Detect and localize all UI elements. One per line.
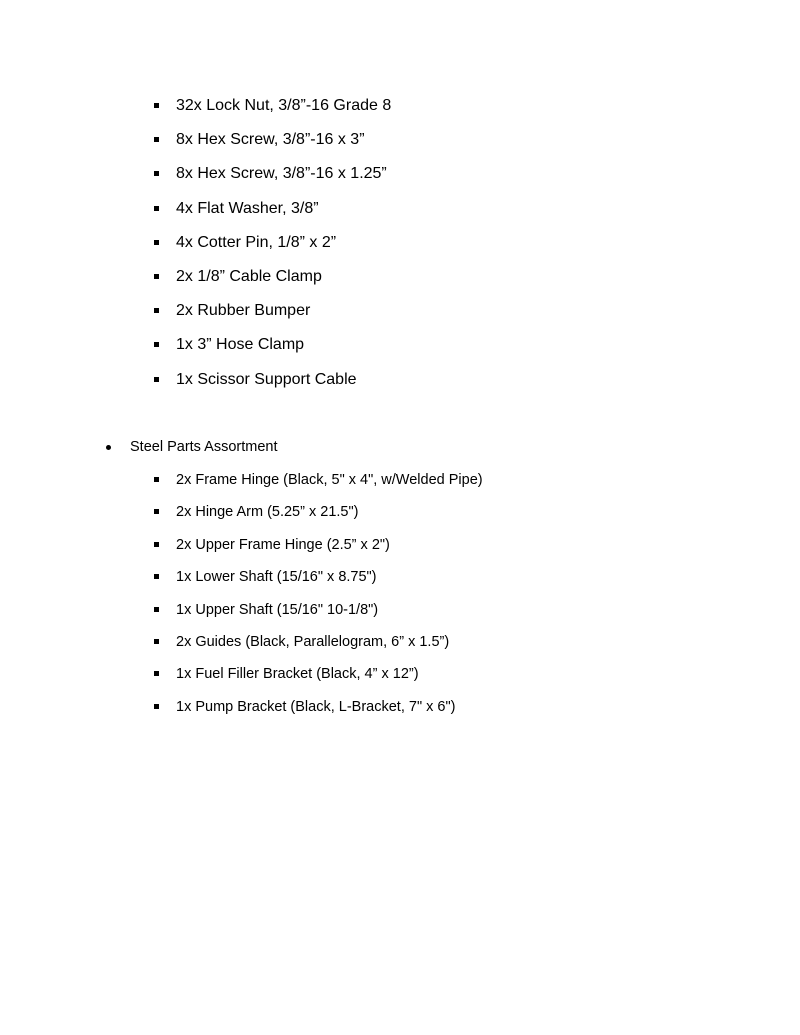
list-item-text: 2x Rubber Bumper — [176, 302, 311, 320]
steel-parts-list — [106, 438, 277, 456]
square-bullet-icon — [154, 171, 159, 176]
list-item-text: 1x Fuel Filler Bracket (Black, 4” x 12”) — [176, 666, 419, 683]
list-item — [154, 698, 483, 730]
square-bullet-icon — [154, 206, 159, 211]
list-item — [154, 471, 483, 503]
list-item-text: 8x Hex Screw, 3/8”-16 x 3” — [176, 131, 365, 149]
list-item — [154, 233, 391, 267]
square-bullet-icon — [154, 103, 159, 108]
square-bullet-icon — [154, 509, 159, 514]
list-item — [154, 633, 483, 665]
list-item — [154, 164, 391, 198]
list-item — [154, 568, 483, 600]
square-bullet-icon — [154, 477, 159, 482]
square-bullet-icon — [154, 574, 159, 579]
round-bullet-icon — [106, 445, 111, 450]
list-item-text: 2x Frame Hinge (Black, 5" x 4", w/Welded Pipe) — [176, 472, 483, 488]
list-item — [154, 601, 483, 633]
list-item — [154, 267, 391, 301]
list-item-text: 8x Hex Screw, 3/8”-16 x 1.25” — [176, 165, 387, 183]
square-bullet-icon — [154, 308, 159, 313]
steel-parts-heading: Steel Parts Assortment — [130, 439, 278, 455]
steel-parts-sub-list — [154, 471, 483, 730]
list-item-text: 1x Upper Shaft (15/16" 10-1/8") — [176, 601, 379, 618]
steel-parts-heading-item — [106, 438, 277, 456]
list-item-text: 2x 1/8” Cable Clamp — [176, 267, 322, 285]
list-item-text: 4x Cotter Pin, 1/8” x 2” — [176, 233, 337, 251]
list-item — [154, 503, 483, 535]
square-bullet-icon — [154, 671, 159, 676]
list-item-text: 4x Flat Washer, 3/8” — [176, 199, 319, 217]
square-bullet-icon — [154, 377, 159, 382]
list-item — [154, 536, 483, 568]
list-item-text: 1x Lower Shaft (15/16" x 8.75") — [176, 569, 377, 586]
list-item-text: 1x 3” Hose Clamp — [176, 336, 305, 354]
square-bullet-icon — [154, 542, 159, 547]
square-bullet-icon — [154, 639, 159, 644]
list-item — [154, 370, 391, 404]
square-bullet-icon — [154, 240, 159, 245]
list-item — [154, 96, 391, 130]
square-bullet-icon — [154, 342, 159, 347]
list-item — [154, 665, 483, 697]
list-item-text: 2x Guides (Black, Parallelogram, 6” x 1.5”) — [176, 633, 450, 650]
list-item-text: 1x Pump Bracket (Black, L-Bracket, 7" x 6") — [176, 698, 456, 715]
hardware-sub-list — [154, 96, 391, 404]
list-item — [154, 199, 391, 233]
list-item-text: 1x Scissor Support Cable — [176, 370, 357, 388]
list-item-text: 32x Lock Nut, 3/8”-16 Grade 8 — [176, 97, 392, 114]
square-bullet-icon — [154, 704, 159, 709]
list-item — [154, 335, 391, 369]
list-item-text: 2x Upper Frame Hinge (2.5” x 2") — [176, 536, 390, 553]
square-bullet-icon — [154, 607, 159, 612]
square-bullet-icon — [154, 274, 159, 279]
list-item — [154, 301, 391, 335]
list-item — [154, 130, 391, 164]
square-bullet-icon — [154, 137, 159, 142]
list-item-text: 2x Hinge Arm (5.25” x 21.5") — [176, 504, 359, 521]
